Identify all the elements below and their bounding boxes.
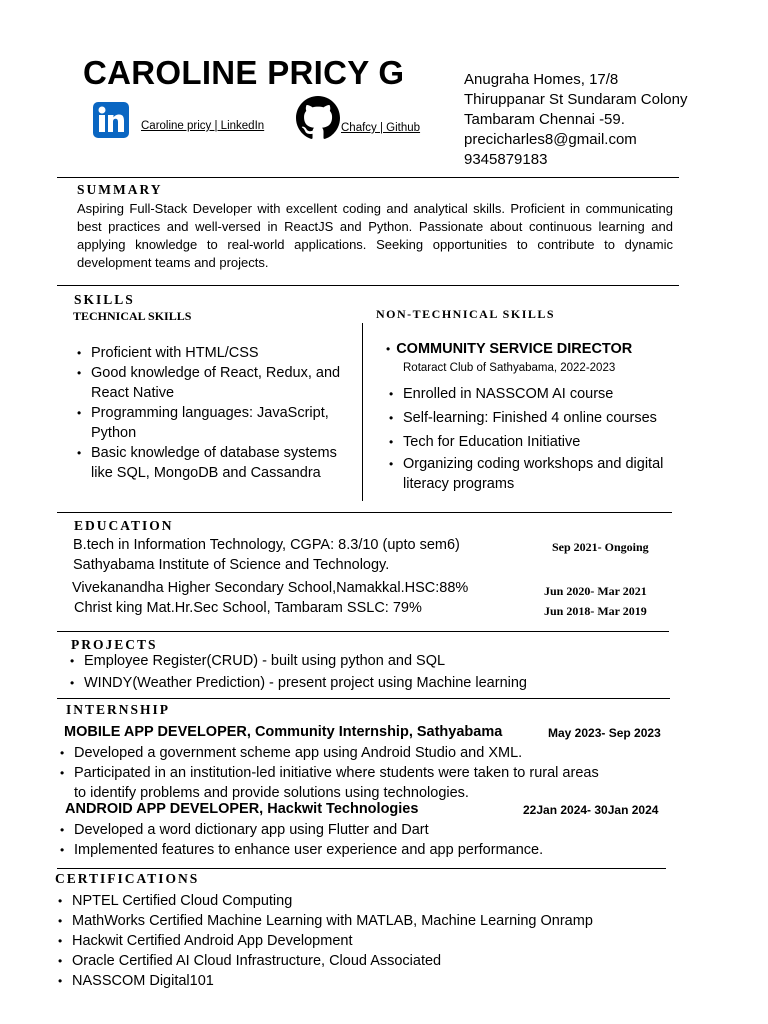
list-item: • Employee Register(CRUD) - built using python and SQL	[67, 651, 667, 671]
list-item: • NASSCOM Digital101	[55, 971, 695, 991]
list-item: • Self-learning: Finished 4 online courses	[386, 408, 686, 428]
divider	[57, 868, 666, 869]
hsc-school: Vivekanandha Higher Secondary School,Namakkal.HSC:88%	[72, 580, 469, 596]
list-item: • Developed a government scheme app using Android Studio and XML.	[57, 743, 602, 763]
certifications-list	[55, 891, 695, 991]
email[interactable]: precicharles8@gmail.com	[464, 131, 637, 148]
list-item: • Basic knowledge of database systems like SQL, MongoDB and Cassandra	[74, 443, 342, 483]
column-divider	[362, 323, 363, 501]
job-date: May 2023- Sep 2023	[548, 726, 661, 740]
job-duties-list	[57, 820, 657, 860]
education-heading: EDUCATION	[74, 518, 174, 533]
list-item: • Oracle Certified AI Cloud Infrastructure, Cloud Associated	[55, 951, 695, 971]
linkedin-icon[interactable]	[93, 102, 129, 138]
divider	[57, 698, 670, 699]
institute: Sathyabama Institute of Science and Technology.	[73, 557, 390, 573]
address-line: Tambaram Chennai -59.	[464, 111, 625, 128]
certifications-heading: CERTIFICATIONS	[55, 871, 200, 886]
projects-list	[67, 651, 667, 693]
technical-skills-list	[74, 343, 342, 483]
internship-heading: INTERNSHIP	[66, 702, 171, 717]
list-item: • Programming languages: JavaScript, Python	[74, 403, 342, 443]
role-subtitle: Rotaract Club of Sathyabama, 2022-2023	[403, 362, 616, 374]
projects-heading: PROJECTS	[71, 637, 158, 652]
list-item: • Participated in an institution-led initiative where students were taken to rural areas to identify problems and provide solutions using technologies.	[57, 763, 602, 803]
list-item: • Implemented features to enhance user experience and app performance.	[57, 840, 657, 860]
list-item: • NPTEL Certified Cloud Computing	[55, 891, 695, 911]
list-item: • Hackwit Certified Android App Development	[55, 931, 695, 951]
hsc-date: Jun 2020- Mar 2021	[544, 584, 647, 598]
non-technical-skills-list	[386, 384, 686, 494]
phone[interactable]: 9345879183	[464, 151, 548, 168]
summary-heading: SUMMARY	[77, 182, 163, 197]
role-title: • COMMUNITY SERVICE DIRECTOR	[386, 341, 633, 357]
job-title: ANDROID APP DEVELOPER, Hackwit Technologies	[65, 801, 419, 817]
degree-date: Sep 2021- Ongoing	[552, 540, 649, 554]
github-link[interactable]: Chafcy | Github	[341, 122, 421, 134]
contact-address	[464, 70, 687, 170]
degree: B.tech in Information Technology, CGPA: 8.3/10 (upto sem6)	[73, 537, 460, 553]
list-item: • Tech for Education Initiative	[386, 432, 686, 452]
list-item: • Developed a word dictionary app using Flutter and Dart	[57, 820, 657, 840]
divider	[57, 512, 672, 513]
sslc-school: Christ king Mat.Hr.Sec School, Tambaram SSLC: 79%	[74, 600, 422, 616]
list-item: • Good knowledge of React, Redux, and React Native	[74, 363, 342, 403]
technical-skills-heading: TECHNICAL SKILLS	[73, 309, 192, 323]
job-date: 22Jan 2024- 30Jan 2024	[523, 803, 659, 817]
non-technical-skills-heading: NON-TECHNICAL SKILLS	[376, 307, 556, 321]
list-item: • Enrolled in NASSCOM AI course	[386, 384, 686, 404]
divider	[57, 177, 679, 178]
sslc-date: Jun 2018- Mar 2019	[544, 604, 647, 618]
list-item: • MathWorks Certified Machine Learning with MATLAB, Machine Learning Onramp	[55, 911, 695, 931]
address-line: Anugraha Homes, 17/8	[464, 71, 619, 88]
job-duties-list	[57, 743, 602, 803]
divider	[57, 285, 679, 286]
address-line: Thiruppanar St Sundaram Colony	[464, 91, 688, 108]
divider	[57, 631, 669, 632]
resume-name: CAROLINE PRICY G	[83, 54, 405, 91]
skills-heading: SKILLS	[74, 292, 135, 307]
list-item: • Proficient with HTML/CSS	[74, 343, 342, 363]
linkedin-link[interactable]: Caroline pricy | LinkedIn	[141, 120, 265, 132]
github-icon[interactable]	[296, 96, 340, 140]
summary-text: Aspiring Full-Stack Developer with excellent coding and analytical skills. Proficient in communicating best practices and well-versed in ReactJS and Python. Passionate about continuous learning and applying knowledge to real-world applications. Seeking opportunities to contribute to dynamic development teams and projects.	[77, 201, 673, 270]
list-item: • Organizing coding workshops and digital literacy programs	[386, 454, 686, 494]
list-item: • WINDY(Weather Prediction) - present project using Machine learning	[67, 673, 667, 693]
job-title: MOBILE APP DEVELOPER, Community Internship, Sathyabama	[64, 724, 503, 740]
